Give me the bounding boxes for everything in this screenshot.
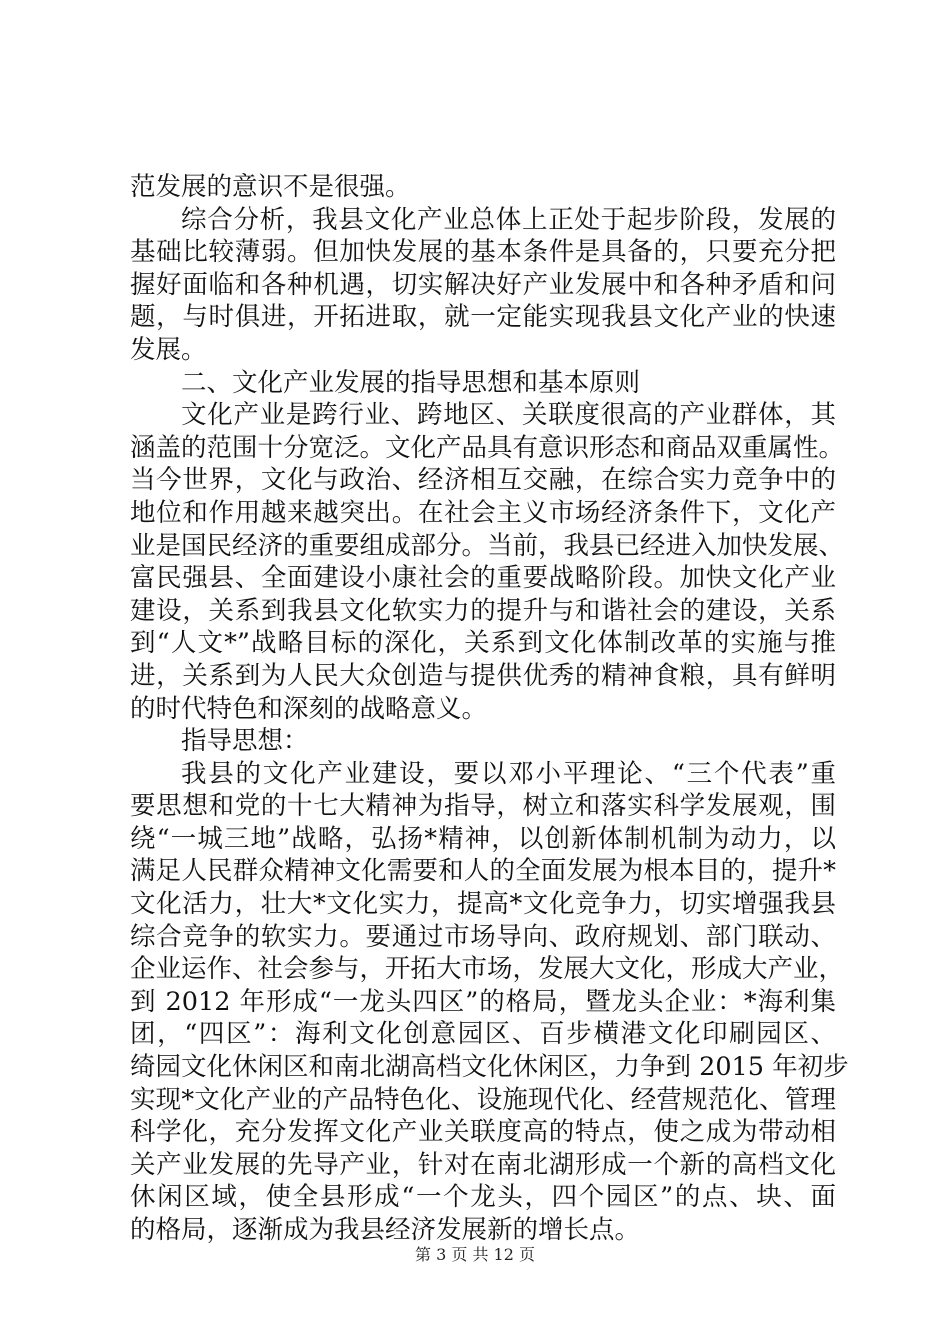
text-line: 要思想和党的十七大精神为指导，树立和落实科学发展观，围 — [130, 791, 836, 822]
text-line: 握好面临和各种机遇，切实解决好产业发展中和各种矛盾和问 — [130, 269, 836, 300]
text-line: 综合分析，我县文化产业总体上正处于起步阶段，发展的 — [181, 204, 836, 235]
text-line: 进，关系到为人民大众创造与提供优秀的精神食粮，具有鲜明 — [130, 660, 836, 691]
text-line: 业是国民经济的重要组成部分。当前，我县已经进入加快发展、 — [130, 530, 845, 561]
text-line: 到 2012 年形成“一龙头四区”的格局，暨龙头企业：*海利集 — [130, 986, 836, 1017]
text-line: 实现*文化产业的产品特色化、设施现代化、经营规范化、管理 — [130, 1084, 836, 1115]
text-line: 发展。 — [130, 334, 207, 365]
text-line: 富民强县、全面建设小康社会的重要战略阶段。加快文化产业 — [130, 563, 836, 594]
text-line: 我县的文化产业建设，要以邓小平理论、“三个代表”重 — [181, 758, 836, 789]
text-line: 文化产业是跨行业、跨地区、关联度很高的产业群体，其 — [181, 400, 836, 431]
text-line: 关产业发展的先导产业，针对在南北湖形成一个新的高档文化 — [130, 1149, 836, 1180]
text-line: 指导思想： — [181, 726, 309, 757]
text-line: 涵盖的范围十分宽泛。文化产品具有意识形态和商品双重属性。 — [130, 432, 845, 463]
text-line: 文化活力，壮大*文化实力，提高*文化竞争力，切实增强我县 — [130, 889, 836, 920]
text-line: 基础比较薄弱。但加快发展的基本条件是具备的，只要充分把 — [130, 237, 836, 268]
text-line: 团，“四区”：海利文化创意园区、百步横港文化印刷园区、 — [130, 1019, 836, 1050]
text-line: 二、文化产业发展的指导思想和基本原则 — [181, 367, 641, 398]
text-line: 绮园文化休闲区和南北湖高档文化休闲区，力争到 2015 年初步 — [130, 1052, 849, 1083]
text-line: 绕“一城三地”战略，弘扬*精神，以创新体制机制为动力，以 — [130, 823, 836, 854]
text-line: 综合竞争的软实力。要通过市场导向、政府规划、部门联动、 — [130, 921, 836, 952]
text-line: 科学化，充分发挥文化产业关联度高的特点，使之成为带动相 — [130, 1117, 836, 1148]
text-line: 题，与时俱进，开拓进取，就一定能实现我县文化产业的快速 — [130, 302, 836, 333]
page-footer: 第 3 页 共 12 页 — [415, 1245, 535, 1264]
text-line: 当今世界，文化与政治、经济相互交融，在综合实力竞争中的 — [130, 465, 836, 496]
text-line: 满足人民群众精神文化需要和人的全面发展为根本目的，提升* — [130, 856, 836, 887]
text-line: 建设，关系到我县文化软实力的提升与和谐社会的建设，关系 — [130, 595, 836, 626]
text-line: 范发展的意识不是很强。 — [130, 172, 411, 202]
text-line: 地位和作用越来越突出。在社会主义市场经济条件下，文化产 — [130, 497, 836, 528]
text-line: 的格局，逐渐成为我县经济发展新的增长点。 — [130, 1215, 641, 1245]
text-line: 休闲区域，使全县形成“一个龙头，四个园区”的点、块、面 — [130, 1182, 836, 1213]
document-body — [130, 171, 849, 1247]
text-line: 企业运作、社会参与，开拓大市场，发展大文化，形成大产业， — [130, 954, 845, 985]
text-line: 到“人文*”战略目标的深化，关系到文化体制改革的实施与推 — [130, 628, 836, 659]
text-line: 的时代特色和深刻的战略意义。 — [130, 693, 488, 724]
